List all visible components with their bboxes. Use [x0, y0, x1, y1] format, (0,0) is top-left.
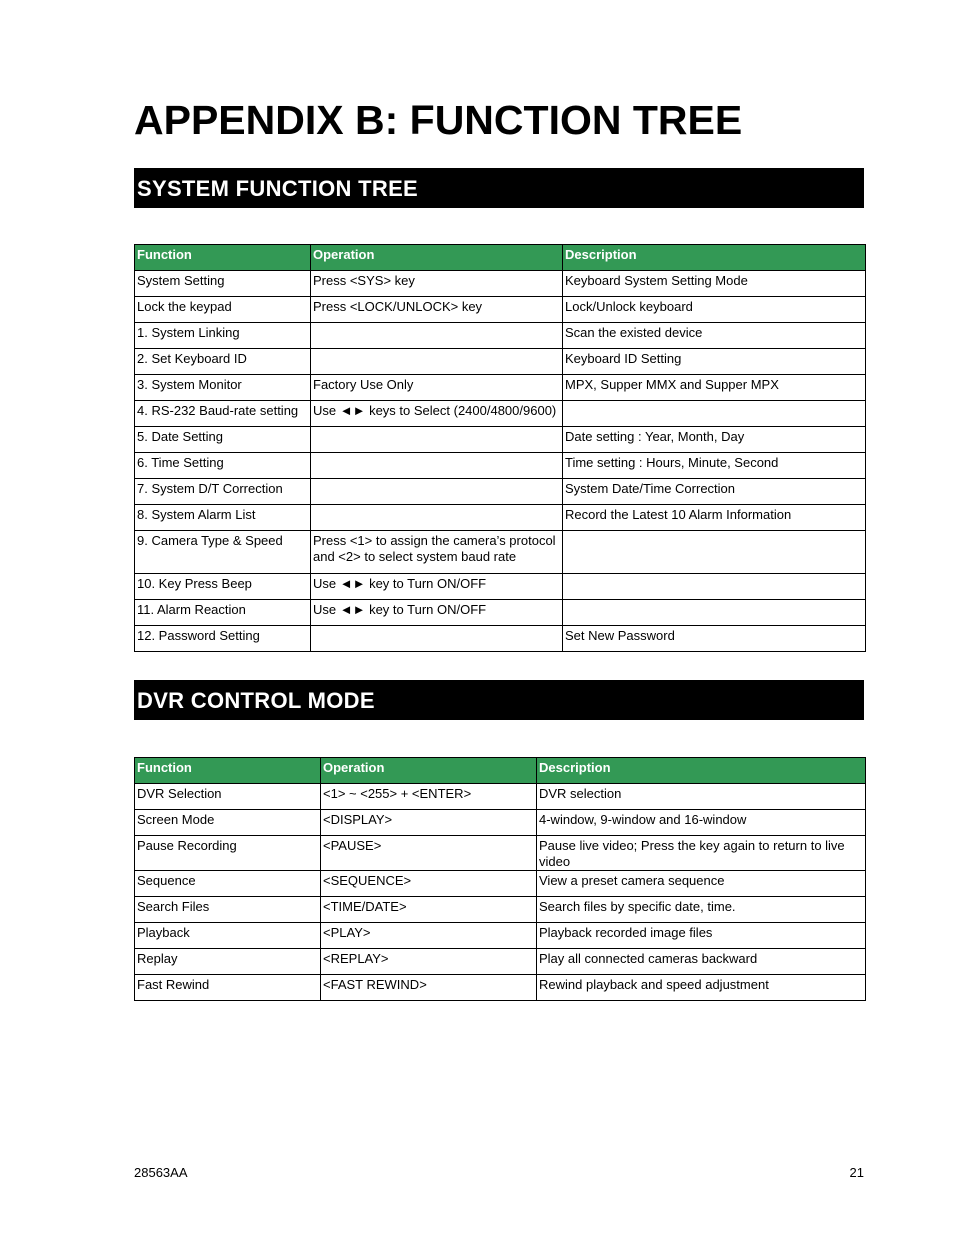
- function-cell: Replay: [135, 949, 321, 975]
- table-row: [135, 453, 866, 479]
- description-cell: Date setting : Year, Month, Day: [563, 427, 866, 453]
- operation-cell: <REPLAY>: [321, 949, 537, 975]
- function-cell: 3. System Monitor: [135, 375, 311, 401]
- function-cell: 4. RS-232 Baud-rate setting: [135, 401, 311, 427]
- description-cell: Play all connected cameras backward: [537, 949, 866, 975]
- table-row: [135, 531, 866, 574]
- function-cell: Pause Recording: [135, 836, 321, 871]
- operation-cell: Use ◄► keys to Select (2400/4800/9600): [311, 401, 563, 427]
- description-cell: [563, 600, 866, 626]
- table-row: [135, 297, 866, 323]
- table-row: [135, 949, 866, 975]
- operation-cell: Use ◄► key to Turn ON/OFF: [311, 600, 563, 626]
- description-cell: MPX, Supper MMX and Supper MPX: [563, 375, 866, 401]
- page-title: APPENDIX B: FUNCTION TREE: [134, 97, 743, 143]
- description-cell: [563, 531, 866, 574]
- table-row: [135, 975, 866, 1001]
- column-header-operation: Operation: [321, 758, 537, 784]
- table-row: [135, 600, 866, 626]
- description-cell: Set New Password: [563, 626, 866, 652]
- function-cell: DVR Selection: [135, 784, 321, 810]
- function-cell: Lock the keypad: [135, 297, 311, 323]
- column-header-description: Description: [563, 245, 866, 271]
- operation-cell: <SEQUENCE>: [321, 871, 537, 897]
- operation-cell: <PLAY>: [321, 923, 537, 949]
- description-cell: Keyboard System Setting Mode: [563, 271, 866, 297]
- table-row: [135, 923, 866, 949]
- operation-cell: <1> ~ <255> + <ENTER>: [321, 784, 537, 810]
- table-row: [135, 427, 866, 453]
- description-cell: DVR selection: [537, 784, 866, 810]
- description-cell: View a preset camera sequence: [537, 871, 866, 897]
- description-cell: Time setting : Hours, Minute, Second: [563, 453, 866, 479]
- description-cell: Keyboard ID Setting: [563, 349, 866, 375]
- system-function-table: [134, 244, 866, 652]
- operation-cell: [311, 479, 563, 505]
- function-cell: System Setting: [135, 271, 311, 297]
- section-heading-dvr-control-mode: DVR CONTROL MODE: [134, 680, 864, 720]
- operation-cell: [311, 505, 563, 531]
- table-row: [135, 810, 866, 836]
- column-header-function: Function: [135, 245, 311, 271]
- table-row: [135, 505, 866, 531]
- function-cell: 12. Password Setting: [135, 626, 311, 652]
- description-cell: Pause live video; Press the key again to return to live video: [537, 836, 866, 871]
- table-row: [135, 323, 866, 349]
- operation-cell: Press <1> to assign the camera’s protocol and <2> to select system baud rate: [311, 531, 563, 574]
- operation-cell: Press <SYS> key: [311, 271, 563, 297]
- description-cell: [563, 574, 866, 600]
- function-cell: 11. Alarm Reaction: [135, 600, 311, 626]
- table-row: [135, 784, 866, 810]
- function-cell: Fast Rewind: [135, 975, 321, 1001]
- function-cell: Screen Mode: [135, 810, 321, 836]
- description-cell: Lock/Unlock keyboard: [563, 297, 866, 323]
- function-cell: 6. Time Setting: [135, 453, 311, 479]
- operation-cell: <DISPLAY>: [321, 810, 537, 836]
- function-cell: Playback: [135, 923, 321, 949]
- description-cell: [563, 401, 866, 427]
- dvr-control-table: [134, 757, 866, 1001]
- function-cell: 8. System Alarm List: [135, 505, 311, 531]
- operation-cell: [311, 349, 563, 375]
- table-row: [135, 626, 866, 652]
- table-row: [135, 871, 866, 897]
- description-cell: Rewind playback and speed adjustment: [537, 975, 866, 1001]
- section-heading-system-function-tree: SYSTEM FUNCTION TREE: [134, 168, 864, 208]
- column-header-function: Function: [135, 758, 321, 784]
- table-row: [135, 479, 866, 505]
- function-cell: 2. Set Keyboard ID: [135, 349, 311, 375]
- operation-cell: [311, 323, 563, 349]
- table-row: [135, 271, 866, 297]
- function-cell: 5. Date Setting: [135, 427, 311, 453]
- table-row: [135, 574, 866, 600]
- table-header-row: [135, 758, 866, 784]
- function-cell: Sequence: [135, 871, 321, 897]
- operation-cell: Use ◄► key to Turn ON/OFF: [311, 574, 563, 600]
- function-cell: 9. Camera Type & Speed: [135, 531, 311, 574]
- table-header-row: [135, 245, 866, 271]
- function-cell: Search Files: [135, 897, 321, 923]
- table-row: [135, 836, 866, 871]
- column-header-operation: Operation: [311, 245, 563, 271]
- table-row: [135, 349, 866, 375]
- description-cell: System Date/Time Correction: [563, 479, 866, 505]
- table-row: [135, 897, 866, 923]
- document-number: 28563AA: [134, 1165, 188, 1180]
- column-header-description: Description: [537, 758, 866, 784]
- table-row: [135, 401, 866, 427]
- function-cell: 1. System Linking: [135, 323, 311, 349]
- operation-cell: [311, 626, 563, 652]
- function-cell: 7. System D/T Correction: [135, 479, 311, 505]
- operation-cell: <FAST REWIND>: [321, 975, 537, 1001]
- description-cell: Playback recorded image files: [537, 923, 866, 949]
- operation-cell: Factory Use Only: [311, 375, 563, 401]
- description-cell: 4-window, 9-window and 16-window: [537, 810, 866, 836]
- table-row: [135, 375, 866, 401]
- operation-cell: [311, 453, 563, 479]
- description-cell: Scan the existed device: [563, 323, 866, 349]
- page-number: 21: [849, 1165, 864, 1180]
- operation-cell: [311, 427, 563, 453]
- description-cell: Record the Latest 10 Alarm Information: [563, 505, 866, 531]
- function-cell: 10. Key Press Beep: [135, 574, 311, 600]
- description-cell: Search files by specific date, time.: [537, 897, 866, 923]
- operation-cell: Press <LOCK/UNLOCK> key: [311, 297, 563, 323]
- operation-cell: <TIME/DATE>: [321, 897, 537, 923]
- operation-cell: <PAUSE>: [321, 836, 537, 871]
